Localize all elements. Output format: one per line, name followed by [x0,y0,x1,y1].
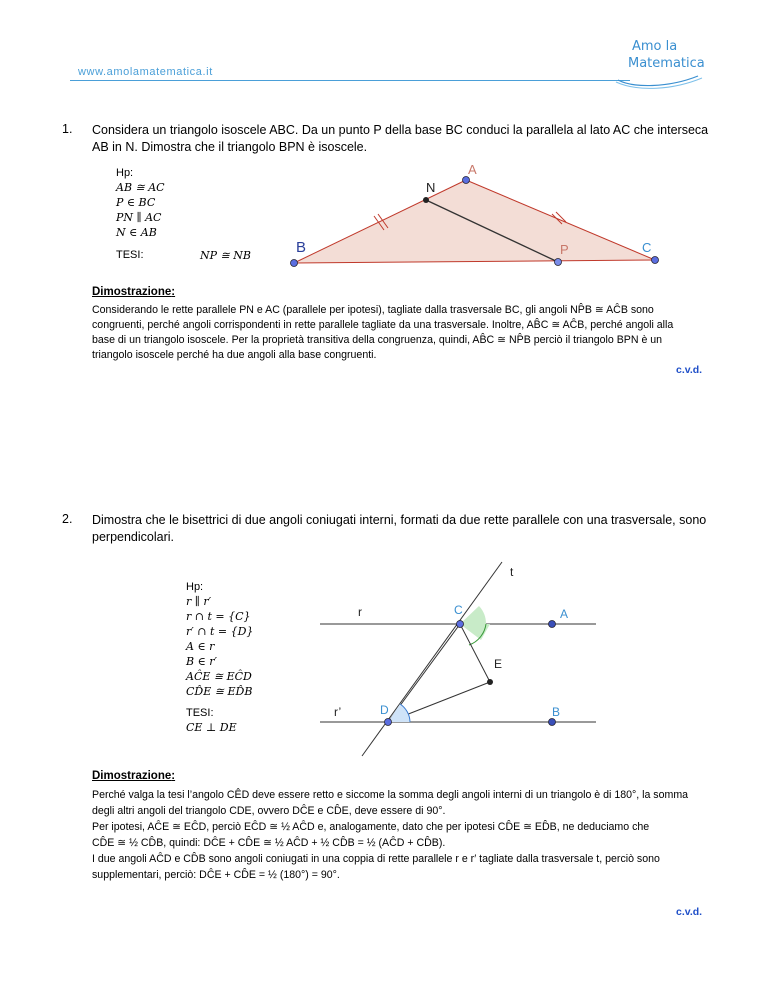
logo-line2: Matematica [628,56,705,71]
point-b [549,719,556,726]
point-e [487,679,493,685]
q2-proof [92,787,712,883]
logo [598,30,708,90]
point-b [291,260,298,267]
angle-d-fill [388,704,410,722]
point-c [457,621,464,628]
site-url[interactable]: www.amolamatematica.it [78,66,213,78]
q1-hp-label: Hp: [116,167,134,179]
q1-hp-4: N ∈ AB [116,226,157,239]
q2-number: 2. [62,512,73,526]
label-p: P [560,242,569,257]
label-c: C [642,240,652,255]
label-c: C [454,603,463,617]
q2-dim-title: Dimostrazione: [92,770,176,782]
label-t: t [510,565,514,579]
q2-hp-1: r ∥ r′ [186,595,212,608]
q2-proof-line-5: I due angoli AĈD e CD̂B sono angoli coniugati in una coppia di rette parallele r e r′ tagliate dalla trasversale t, perciò sono [92,853,660,865]
q2-hp-label: Hp: [186,581,204,593]
q1-proof [92,303,712,363]
header-rule [70,80,630,81]
q1-hp-2: P ∈ BC [116,196,156,209]
q1-triangle-figure [280,160,680,272]
q2-tesi-label: TESI: [186,707,214,719]
label-a: A [468,162,477,177]
q2-hp-5: B ∈ r′ [186,655,217,668]
label-e: E [494,657,503,671]
point-d [385,719,392,726]
q2-tesi: CE ⊥ DE [186,721,237,734]
q2-proof-line-4: CD̂E ≅ ½ CD̂B, quindi: DĈE + CD̂E ≅ ½ AĈD + ½ CD̂B = ½ (AĈD + CD̂B). [92,837,446,849]
label-b: B [552,705,561,719]
q1-tesi-label: TESI: [116,249,144,261]
triangle-abc-fill [294,180,655,263]
q2-cvd: c.v.d. [676,906,703,918]
q2-proof-line-6: supplementari, perciò: DĈE + CD̂E = ½ (180°) = 90°. [92,869,340,881]
label-d: D [380,703,389,717]
label-a: A [560,607,569,621]
q2-proof-line-2: degli altri angoli del triangolo CDE, ovvero DĈE e CD̂E, deve essere di 90°. [92,805,446,817]
label-r-prime: r’ [334,705,342,719]
q1-proof-line-3: base di un triangolo isoscele. Per la proprietà transitiva della congruenza, quindi, AB̂C ≅ NP̂B perciò il triangolo BPN è un [92,334,663,346]
point-a [549,621,556,628]
q1-hp-1: AB ≅ AC [116,181,165,194]
point-c [652,257,659,264]
q1-cvd: c.v.d. [676,364,703,376]
q1-number: 1. [62,122,73,136]
point-n [423,197,429,203]
q2-hp-7: CD̂E ≅ ED̂B [186,685,253,698]
logo-line1: Amo la [632,39,678,54]
q2-proof-line-1: Perché valga la tesi l’angolo CÊD deve essere retto e siccome la somma degli angoli interni di un triangolo è di 180°, la somma [92,789,689,801]
q1-proof-line-4: triangolo isoscele perché ha due angoli alla base congruenti. [92,349,377,361]
q2-hp-4: A ∈ r [186,640,215,653]
q1-text: Considera un triangolo isoscele ABC. Da un punto P della base BC conduci la parallela al lato AC che interseca AB in N. Dimostra che il triangolo BPN è isoscele. [92,123,709,154]
line-t [362,562,502,756]
q1-proof-line-1: Considerando le rette parallele PN e AC (parallele per ipotesi), tagliate dalla trasversale BC, gli angoli NP̂B ≅ AĈB sono [92,304,654,316]
q2-text: Dimostra che le bisettrici di due angoli coniugati interni, formati da due rette parallele con una trasversale, sono perpendicolari. [92,513,707,544]
q1-proof-line-2: congruenti, perché angoli corrispondenti in rette parallele tagliate da una trasversale. Inoltre, AB̂C ≅ AĈB, perché angoli alla [92,319,674,331]
q2-hp-2: r ∩ t = {C} [186,610,251,623]
label-r: r [358,605,362,619]
point-a [463,177,470,184]
label-n: N [426,180,436,195]
q2-parallels-figure [320,558,620,760]
q1-tesi: NP ≅ NB [200,249,251,262]
q2-hp-3: r′ ∩ t = {D} [186,625,254,638]
q2-hp-6: AĈE ≅ EĈD [186,670,252,683]
q1-hp-3: PN ∥ AC [116,211,162,224]
point-p [555,259,562,266]
label-b: B [296,239,307,256]
q1-dim-title: Dimostrazione: [92,286,176,298]
q2-proof-line-3: Per ipotesi, AĈE ≅ EĈD, perciò EĈD ≅ ½ AĈD e, analogamente, dato che per ipotesi CD̂E ≅ ED̂B, ne deduciamo che [92,821,650,833]
